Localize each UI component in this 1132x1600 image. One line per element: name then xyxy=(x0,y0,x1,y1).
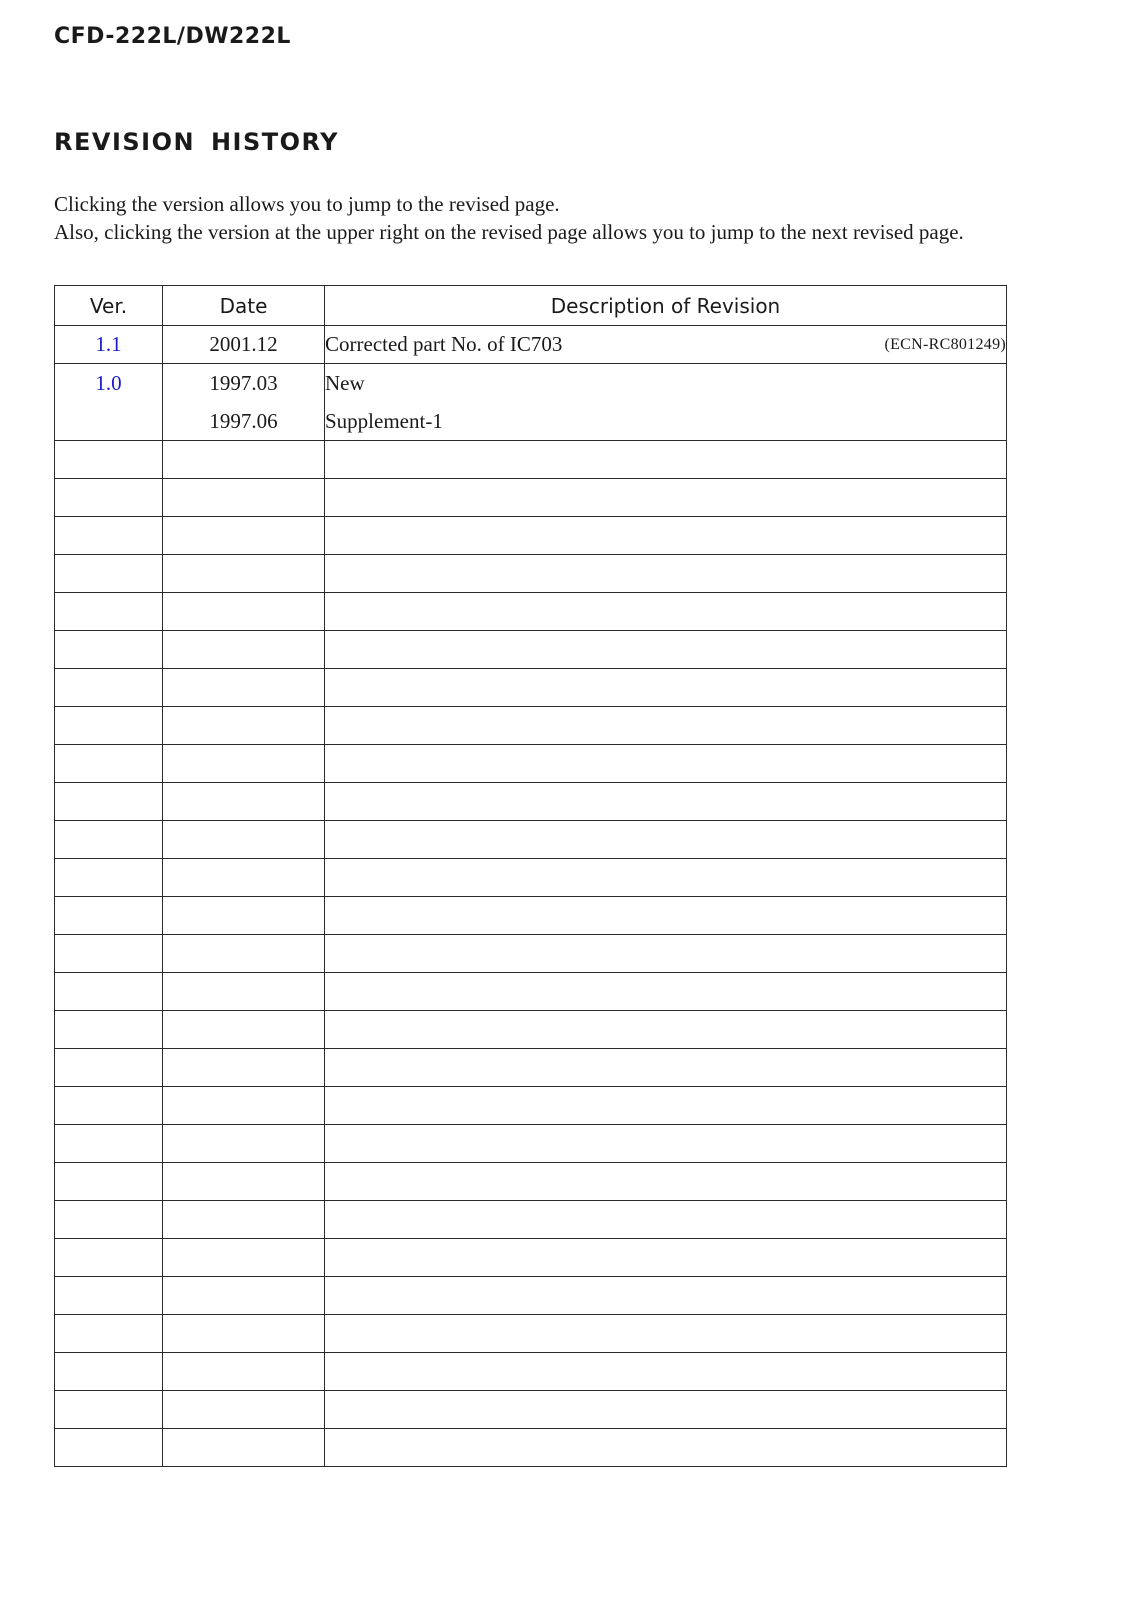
empty-table-row xyxy=(55,935,1007,973)
empty-table-row xyxy=(55,707,1007,745)
version-link-1-1[interactable]: 1.1 xyxy=(55,326,163,364)
empty-date-cell xyxy=(163,1201,325,1239)
empty-description-cell xyxy=(325,1391,1007,1429)
empty-ver-cell xyxy=(55,1087,163,1125)
empty-date-cell xyxy=(163,1429,325,1467)
empty-description-cell xyxy=(325,479,1007,517)
empty-date-cell xyxy=(163,669,325,707)
empty-description-cell xyxy=(325,1125,1007,1163)
empty-description-cell xyxy=(325,593,1007,631)
empty-ver-cell xyxy=(55,1011,163,1049)
empty-table-row xyxy=(55,1429,1007,1467)
empty-date-cell xyxy=(163,1277,325,1315)
empty-description-cell xyxy=(325,821,1007,859)
empty-date-cell xyxy=(163,1087,325,1125)
empty-date-cell xyxy=(163,783,325,821)
empty-description-cell xyxy=(325,517,1007,555)
empty-table-row xyxy=(55,1011,1007,1049)
empty-table-row xyxy=(55,897,1007,935)
empty-ver-cell xyxy=(55,1277,163,1315)
empty-table-row xyxy=(55,1391,1007,1429)
table-row xyxy=(55,326,1007,364)
empty-ver-cell xyxy=(55,859,163,897)
empty-description-cell xyxy=(325,859,1007,897)
empty-table-row xyxy=(55,973,1007,1011)
empty-description-cell xyxy=(325,973,1007,1011)
empty-description-cell xyxy=(325,707,1007,745)
empty-ver-cell xyxy=(55,935,163,973)
empty-description-cell xyxy=(325,1277,1007,1315)
empty-ver-cell xyxy=(55,669,163,707)
empty-ver-cell xyxy=(55,897,163,935)
empty-ver-cell xyxy=(55,783,163,821)
empty-ver-cell xyxy=(55,1163,163,1201)
empty-description-cell xyxy=(325,1353,1007,1391)
empty-table-row xyxy=(55,1125,1007,1163)
description-text: Corrected part No. of IC703 xyxy=(325,332,563,356)
empty-date-cell xyxy=(163,707,325,745)
version-link-1-0[interactable]: 1.0 xyxy=(95,371,122,395)
empty-description-cell xyxy=(325,1087,1007,1125)
empty-ver-cell xyxy=(55,1391,163,1429)
empty-date-cell xyxy=(163,1315,325,1353)
empty-description-cell xyxy=(325,441,1007,479)
empty-ver-cell xyxy=(55,631,163,669)
empty-ver-cell xyxy=(55,479,163,517)
empty-table-row xyxy=(55,555,1007,593)
empty-table-row xyxy=(55,441,1007,479)
empty-table-row xyxy=(55,479,1007,517)
intro-text xyxy=(54,190,1012,246)
empty-date-cell xyxy=(163,935,325,973)
empty-ver-cell xyxy=(55,1429,163,1467)
empty-table-row xyxy=(55,669,1007,707)
empty-ver-cell xyxy=(55,555,163,593)
empty-ver-cell xyxy=(55,821,163,859)
empty-date-cell xyxy=(163,1125,325,1163)
header-description: Description of Revision xyxy=(325,286,1007,326)
empty-table-row xyxy=(55,1315,1007,1353)
empty-description-cell xyxy=(325,745,1007,783)
empty-table-row xyxy=(55,1353,1007,1391)
header-ver: Ver. xyxy=(55,286,163,326)
empty-date-cell xyxy=(163,745,325,783)
empty-table-row xyxy=(55,1087,1007,1125)
empty-description-cell xyxy=(325,1429,1007,1467)
empty-ver-cell xyxy=(55,1239,163,1277)
empty-description-cell xyxy=(325,1011,1007,1049)
table-header-row xyxy=(55,286,1007,326)
ecn-number: (ECN-RC801249) xyxy=(884,335,1006,353)
empty-ver-cell xyxy=(55,973,163,1011)
empty-description-cell xyxy=(325,1163,1007,1201)
empty-date-cell xyxy=(163,1163,325,1201)
empty-table-row xyxy=(55,1277,1007,1315)
empty-description-cell xyxy=(325,1239,1007,1277)
revision-date-cell xyxy=(163,364,325,441)
empty-description-cell xyxy=(325,1049,1007,1087)
revision-table xyxy=(54,285,1007,1467)
header-date: Date xyxy=(163,286,325,326)
empty-ver-cell xyxy=(55,1315,163,1353)
empty-date-cell xyxy=(163,593,325,631)
empty-description-cell xyxy=(325,1315,1007,1353)
intro-line-1: Clicking the version allows you to jump to the revised page. xyxy=(54,192,560,216)
empty-date-cell xyxy=(163,441,325,479)
empty-ver-cell xyxy=(55,517,163,555)
empty-ver-cell xyxy=(55,745,163,783)
empty-description-cell xyxy=(325,783,1007,821)
empty-ver-cell xyxy=(55,593,163,631)
empty-table-row xyxy=(55,1049,1007,1087)
description-text: New xyxy=(325,371,365,395)
empty-ver-cell xyxy=(55,707,163,745)
empty-date-cell xyxy=(163,973,325,1011)
model-number: CFD-222L/DW222L xyxy=(54,24,291,49)
empty-description-cell xyxy=(325,631,1007,669)
empty-date-cell xyxy=(163,821,325,859)
empty-table-row xyxy=(55,517,1007,555)
empty-ver-cell xyxy=(55,1049,163,1087)
empty-table-row xyxy=(55,859,1007,897)
intro-line-2: Also, clicking the version at the upper right on the revised page allows you to jump to the next revised page. xyxy=(54,220,964,244)
empty-date-cell xyxy=(163,1011,325,1049)
empty-date-cell xyxy=(163,479,325,517)
empty-table-row xyxy=(55,821,1007,859)
empty-date-cell xyxy=(163,859,325,897)
empty-date-cell xyxy=(163,631,325,669)
description-text: Supplement-1 xyxy=(325,409,443,433)
empty-description-cell xyxy=(325,935,1007,973)
empty-table-row xyxy=(55,783,1007,821)
revision-date: 1997.03 xyxy=(209,371,278,395)
revision-date: 1997.06 xyxy=(209,409,278,433)
empty-description-cell xyxy=(325,669,1007,707)
empty-date-cell xyxy=(163,897,325,935)
empty-date-cell xyxy=(163,517,325,555)
empty-ver-cell xyxy=(55,1201,163,1239)
page-title: REVISION HISTORY xyxy=(54,128,340,156)
empty-date-cell xyxy=(163,555,325,593)
table-row xyxy=(55,364,1007,441)
empty-description-cell xyxy=(325,897,1007,935)
empty-table-row xyxy=(55,593,1007,631)
empty-date-cell xyxy=(163,1049,325,1087)
empty-table-row xyxy=(55,631,1007,669)
empty-table-row xyxy=(55,1239,1007,1277)
empty-description-cell xyxy=(325,1201,1007,1239)
empty-table-row xyxy=(55,1201,1007,1239)
empty-date-cell xyxy=(163,1239,325,1277)
revision-description-cell xyxy=(325,364,1007,441)
revision-date: 2001.12 xyxy=(163,326,325,364)
revision-description xyxy=(325,326,1007,364)
empty-ver-cell xyxy=(55,1125,163,1163)
empty-date-cell xyxy=(163,1353,325,1391)
empty-description-cell xyxy=(325,555,1007,593)
empty-date-cell xyxy=(163,1391,325,1429)
version-link-1-0-cell[interactable] xyxy=(55,364,163,441)
empty-ver-cell xyxy=(55,441,163,479)
empty-table-row xyxy=(55,745,1007,783)
empty-ver-cell xyxy=(55,1353,163,1391)
empty-table-row xyxy=(55,1163,1007,1201)
